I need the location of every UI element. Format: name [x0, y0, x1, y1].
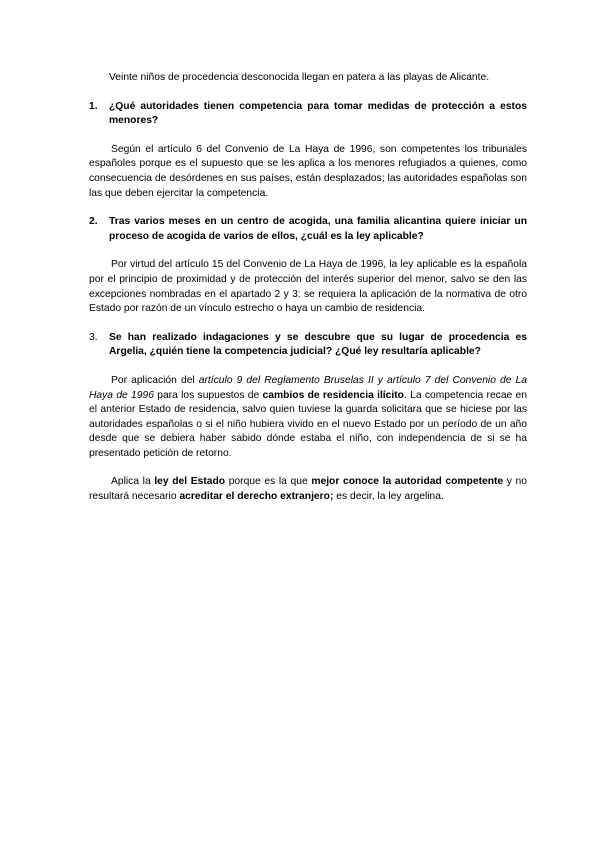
- answer-3-paragraph-2: [89, 475, 527, 504]
- question-1: [89, 100, 527, 129]
- answer-3-p1-text-1: Por aplicación del: [111, 374, 199, 386]
- answer-3-p2-text-3: y no resultará necesario: [89, 476, 528, 503]
- question-2-number: 2.: [89, 216, 98, 228]
- answer-3-p1-text-3: . La competencia recae en el anterior Estado de residencia, salvo quien tuviese la guarda solicitara que se hiciese por las autoridades españolas o si el niño hubiera vivido en el nuevo Estado por un período de un año desde que se debiera haber sabido dónde estaba el niño, con independencia de si se ha presentado petición de retorno.: [89, 389, 528, 459]
- answer-3-p1-text-2: para los supuestos de: [153, 389, 263, 401]
- answer-3-p2-text-4: es decir, la ley argelina.: [333, 491, 444, 503]
- question-2: [89, 215, 527, 244]
- answer-3-paragraph-1: [89, 374, 527, 462]
- question-3-number: 3.: [89, 331, 98, 343]
- answer-3-p1-bold-term: cambios de residencia ilícito: [262, 389, 404, 401]
- question-3: [89, 331, 527, 360]
- answer-3-p2-text-2: porque es la que: [225, 476, 312, 488]
- question-3-text: Se han realizado indagaciones y se descubre que su lugar de procedencia es Argelia, ¿quién tiene la competencia judicial? ¿Qué ley resultaría aplicable?: [109, 331, 527, 358]
- answer-3-p2-bold-2: mejor conoce la autoridad competente: [311, 476, 504, 488]
- question-1-text: ¿Qué autoridades tienen competencia para tomar medidas de protección a estos menores?: [109, 100, 527, 127]
- document-body: [89, 71, 527, 505]
- answer-2-paragraph: Por virtud del artículo 15 del Convenio de La Haya de 1996, la ley aplicable es la española por el principio de proximidad y de protección del interés superior del menor, salvo se den las excepciones nombradas en el apartado 2 y 3: se requiera la aplicación de la normativa de otro Estado por razón de un vínculo estrecho o haya un cambio de residencia.: [89, 259, 527, 315]
- question-1-number: 1.: [89, 100, 98, 112]
- answer-3-p2-bold-3: acreditar el derecho extranjero;: [179, 491, 334, 503]
- answer-3-p2-bold-1: ley del Estado: [154, 476, 226, 488]
- answer-3-p2-text-1: Aplica la: [111, 476, 155, 488]
- answer-3-p1-legal-reference: artículo 9 del Reglamento Bruselas II y artículo 7 del Convenio de La Haya de 1996: [89, 374, 527, 401]
- intro-paragraph: Veinte niños de procedencia desconocida llegan en patera a las playas de Alicante.: [109, 72, 490, 83]
- question-2-text: Tras varios meses en un centro de acogida, una familia alicantina quiere iniciar un proceso de acogida de varios de ellos, ¿cuál es la ley aplicable?: [109, 216, 527, 242]
- answer-1-paragraph: Según el artículo 6 del Convenio de La Haya de 1996, son competentes los tribunales españoles porque es el supuesto que se les aplica a los menores refugiados a quienes, como consecuencia de desórdenes en sus países, están desplazados; las autoridades españolas son las que deben ejercitar la competencia.: [89, 143, 527, 199]
